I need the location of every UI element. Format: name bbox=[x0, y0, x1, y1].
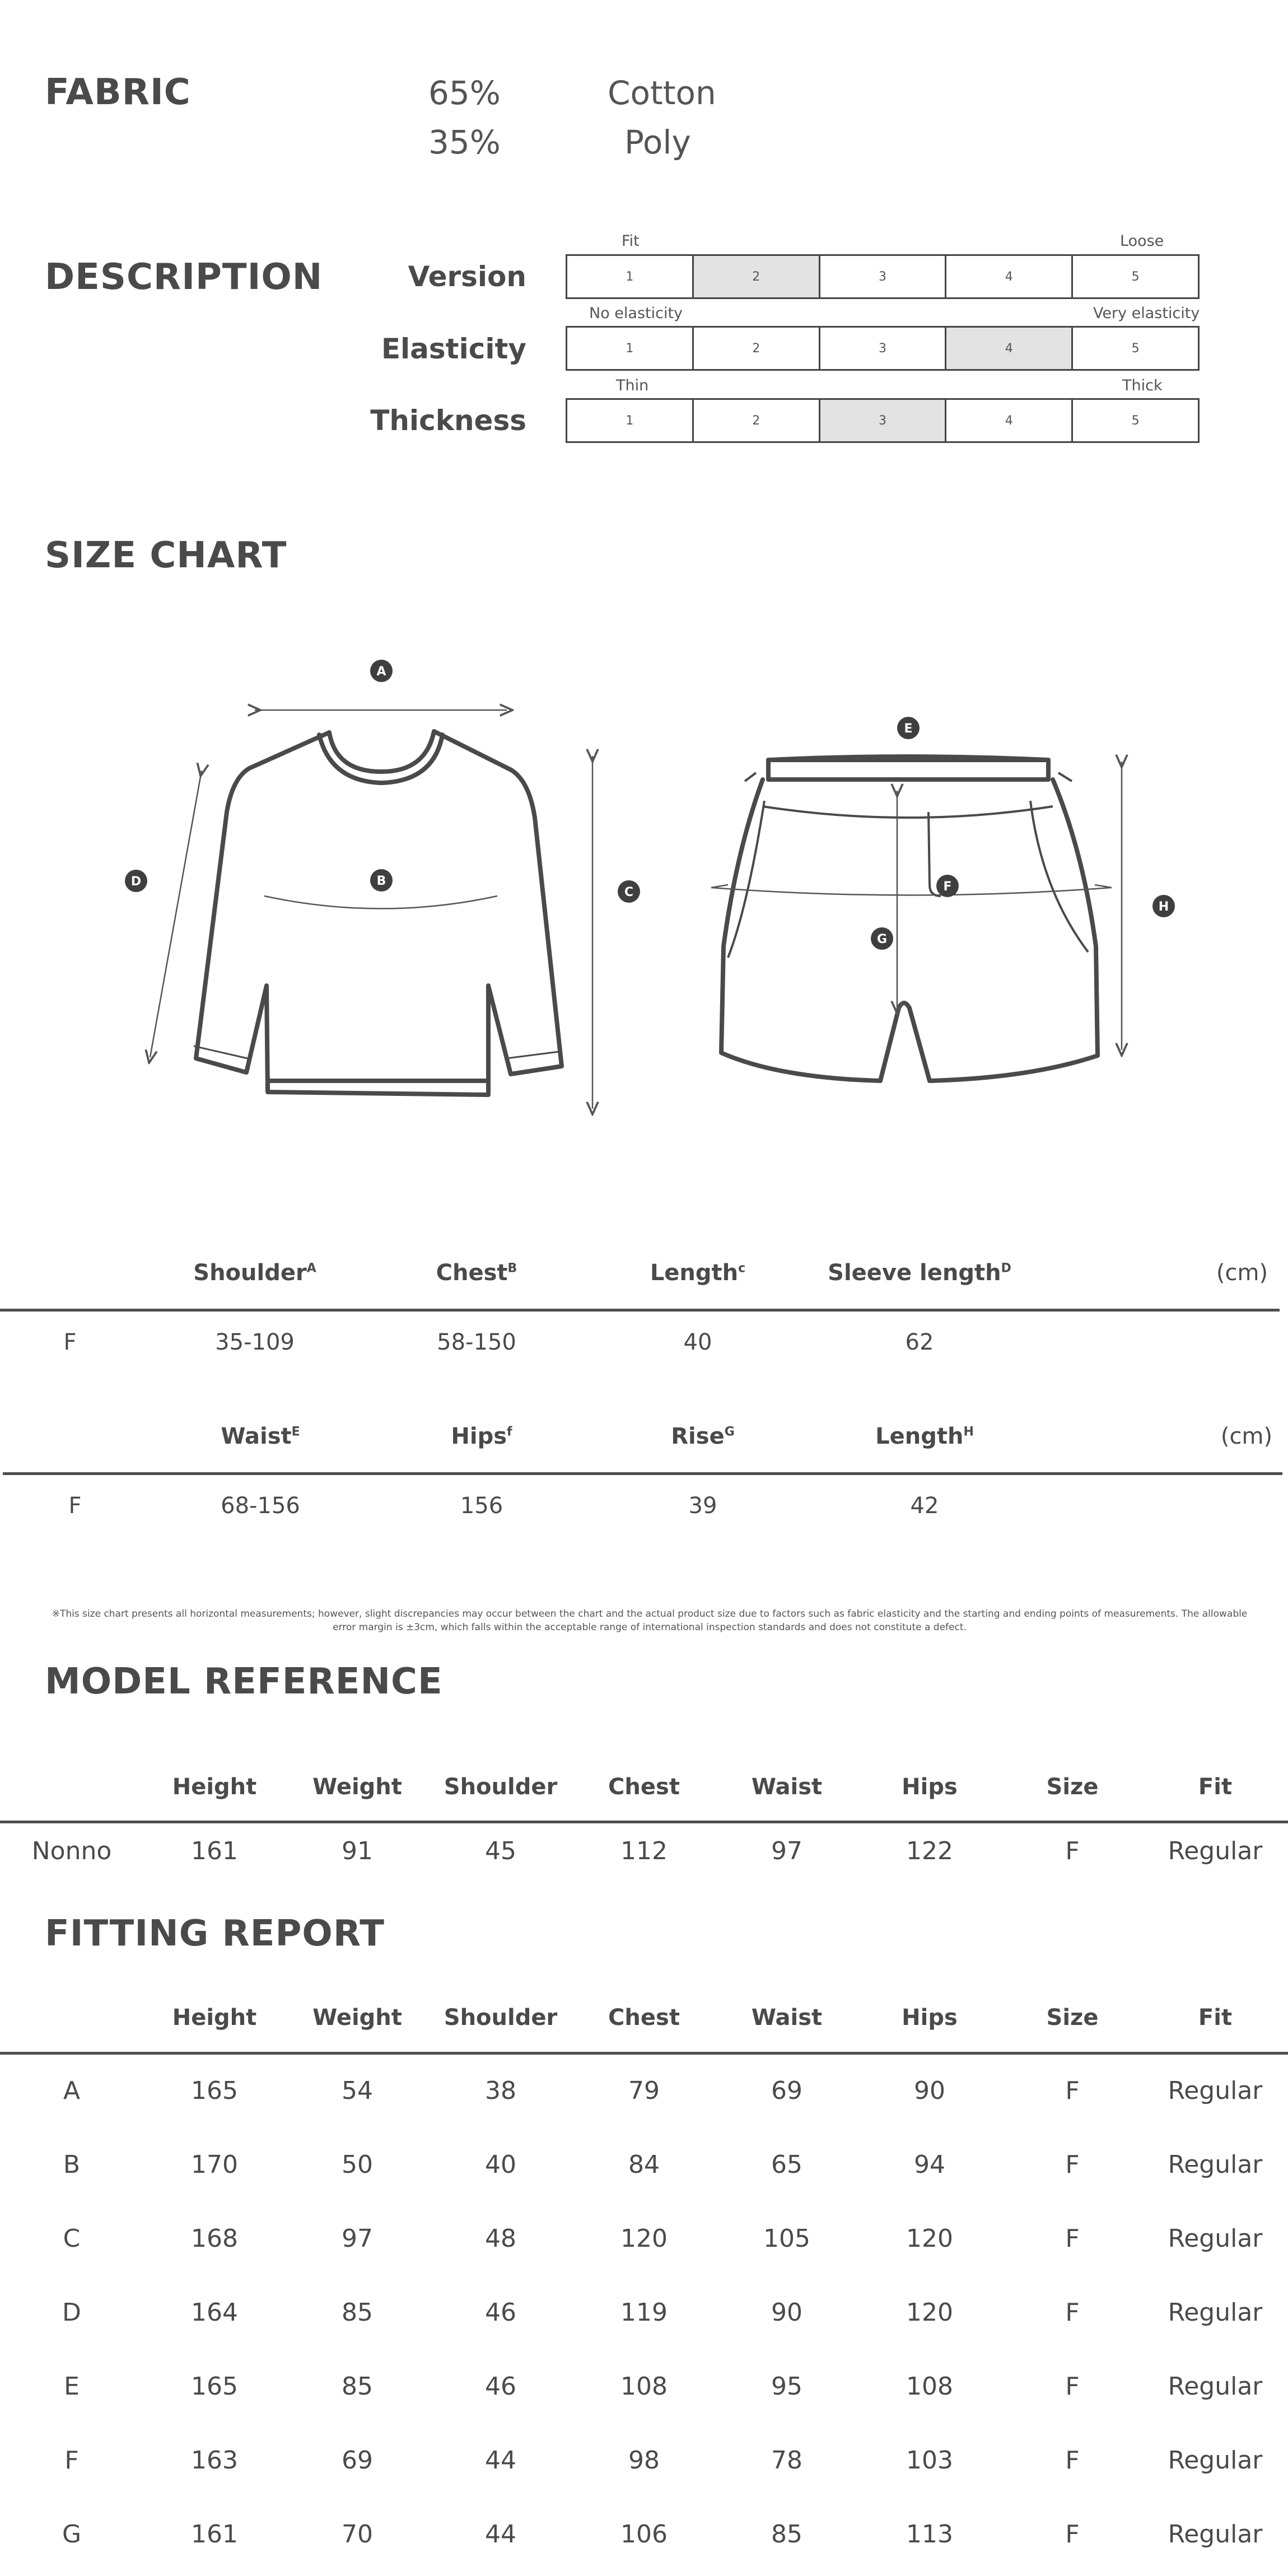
row-name: F bbox=[64, 2446, 79, 2475]
table-cell: Regular bbox=[1168, 2298, 1263, 2327]
table-cell: 44 bbox=[485, 2446, 516, 2475]
version-option-4: 4 bbox=[945, 256, 1071, 297]
table-cell: F bbox=[1065, 1837, 1080, 1865]
table-cell: 113 bbox=[906, 2520, 953, 2549]
table-cell: 120 bbox=[906, 2224, 953, 2253]
version-option-1: 1 bbox=[626, 269, 634, 284]
svg-text:H: H bbox=[1158, 900, 1169, 914]
header-waist: Waist$^E$ bbox=[221, 1424, 300, 1449]
value-length: 40 bbox=[683, 1329, 712, 1355]
column-header-size: Size bbox=[1046, 2005, 1099, 2031]
table-cell: 165 bbox=[191, 2372, 238, 2401]
fabric-material-1: Cotton bbox=[608, 74, 716, 112]
value-chest: 58-150 bbox=[437, 1329, 516, 1355]
table-cell: 165 bbox=[191, 2076, 238, 2105]
badge-f bbox=[936, 875, 959, 897]
fabric-percent-2: 35% bbox=[428, 123, 501, 161]
elasticity-option-4: 4 bbox=[945, 328, 1071, 369]
model-reference-title: MODEL REFERENCE bbox=[45, 1661, 443, 1702]
thickness-option-1: 1 bbox=[626, 413, 634, 428]
table-cell: 50 bbox=[342, 2150, 373, 2179]
table-cell: F bbox=[1065, 2372, 1080, 2401]
table-cell: 108 bbox=[906, 2372, 953, 2401]
value-hips: 156 bbox=[460, 1493, 503, 1519]
table-cell: 164 bbox=[191, 2298, 238, 2327]
header-chest: Chest$^B$ bbox=[436, 1260, 517, 1286]
table-cell: 168 bbox=[191, 2224, 238, 2253]
thickness-option-3: 3 bbox=[819, 400, 945, 441]
table-cell: 94 bbox=[914, 2150, 945, 2179]
table-cell: F bbox=[1065, 2520, 1080, 2549]
header-shoulder: Shoulder$^A$ bbox=[193, 1260, 316, 1286]
svg-text:C: C bbox=[624, 885, 634, 899]
table-cell: F bbox=[1065, 2150, 1080, 2179]
size-chart-title: SIZE CHART bbox=[45, 535, 287, 576]
table-cell: 122 bbox=[906, 1837, 953, 1865]
badge-e bbox=[897, 717, 920, 739]
table-cell: 46 bbox=[485, 2372, 516, 2401]
version-left-caption: Fit bbox=[622, 232, 640, 250]
row-name: E bbox=[64, 2372, 80, 2401]
badge-b bbox=[370, 869, 393, 892]
size-chart-note: ※This size chart presents all horizontal measurements; however, slight discrepancies may occur between the chart and the actual product size due to factors such as fabric elasticity and the starting and ending points of measurements. The allowable error margin is ±3cm, which falls within the acceptable range of international inspection standards and does not constitute a defect. bbox=[52, 1608, 1248, 1633]
description-title: DESCRIPTION bbox=[45, 256, 323, 298]
table-cell: F bbox=[1065, 2076, 1080, 2105]
row-name: D bbox=[62, 2298, 81, 2327]
badge-d bbox=[125, 870, 147, 892]
version-option-2: 2 bbox=[692, 256, 819, 297]
thickness-option-2: 2 bbox=[692, 400, 819, 441]
table-cell: 46 bbox=[485, 2298, 516, 2327]
elasticity-option-3: 3 bbox=[819, 328, 945, 369]
thickness-option-5: 5 bbox=[1071, 400, 1198, 441]
value-rise: 39 bbox=[688, 1493, 717, 1519]
elasticity-option-5: 5 bbox=[1071, 328, 1198, 369]
table-cell: Regular bbox=[1168, 2150, 1263, 2179]
column-header-weight: Weight bbox=[312, 1774, 402, 1800]
table-cell: 161 bbox=[191, 1837, 238, 1865]
column-header-chest: Chest bbox=[608, 2005, 680, 2031]
column-header-fit: Fit bbox=[1198, 1774, 1233, 1800]
version-label: Version bbox=[408, 260, 526, 293]
top-table-size: F bbox=[63, 1329, 77, 1355]
value-length-h: 42 bbox=[910, 1493, 939, 1519]
table-cell: 54 bbox=[342, 2076, 373, 2105]
table-cell: Regular bbox=[1168, 2372, 1263, 2401]
column-header-height: Height bbox=[172, 2005, 257, 2031]
table-cell: Regular bbox=[1168, 2520, 1263, 2549]
fabric-percent-1: 65% bbox=[428, 74, 501, 112]
row-name: C bbox=[63, 2224, 81, 2253]
table-cell: 84 bbox=[628, 2150, 660, 2179]
fitting-report-title: FITTING REPORT bbox=[45, 1913, 385, 1954]
header-length: Length$^c$ bbox=[650, 1260, 746, 1286]
table-cell: 45 bbox=[485, 1837, 516, 1865]
row-name: B bbox=[63, 2150, 81, 2179]
table-cell: 85 bbox=[342, 2298, 373, 2327]
elasticity-left-caption: No elasticity bbox=[589, 305, 683, 322]
table-cell: 98 bbox=[628, 2446, 660, 2475]
row-name: Nonno bbox=[31, 1837, 112, 1865]
unit-label-2: (cm) bbox=[1220, 1424, 1273, 1449]
bottom-table-divider bbox=[3, 1472, 1282, 1475]
badge-c bbox=[618, 880, 640, 903]
table-cell: 85 bbox=[342, 2372, 373, 2401]
version-option-5: 5 bbox=[1071, 256, 1198, 297]
svg-text:D: D bbox=[130, 875, 142, 889]
header-rise: Rise$^G$ bbox=[671, 1424, 735, 1449]
svg-text:G: G bbox=[876, 932, 888, 946]
table-cell: 112 bbox=[620, 1837, 668, 1865]
table-cell: 103 bbox=[906, 2446, 953, 2475]
svg-text:B: B bbox=[376, 874, 386, 888]
table-cell: 70 bbox=[342, 2520, 373, 2549]
table-cell: Regular bbox=[1168, 1837, 1263, 1865]
table-cell: 69 bbox=[771, 2076, 802, 2105]
table-cell: 91 bbox=[342, 1837, 373, 1865]
value-waist: 68-156 bbox=[221, 1493, 300, 1519]
table-cell: Regular bbox=[1168, 2446, 1263, 2475]
header-sleeve-length: Sleeve length$^D$ bbox=[828, 1260, 1011, 1286]
table-cell: 38 bbox=[485, 2076, 516, 2105]
table-cell: 69 bbox=[342, 2446, 373, 2475]
column-header-weight: Weight bbox=[312, 2005, 402, 2031]
column-header-waist: Waist bbox=[751, 1774, 823, 1800]
value-sleeve-length: 62 bbox=[905, 1329, 934, 1355]
table-cell: 90 bbox=[914, 2076, 945, 2105]
svg-text:A: A bbox=[376, 665, 386, 679]
table-cell: 120 bbox=[906, 2298, 953, 2327]
table-cell: F bbox=[1065, 2224, 1080, 2253]
thickness-label: Thickness bbox=[370, 404, 526, 437]
header-hips: Hips$^f$ bbox=[451, 1424, 512, 1449]
table-cell: 106 bbox=[620, 2520, 668, 2549]
table-cell: F bbox=[1065, 2298, 1080, 2327]
table-cell: Regular bbox=[1168, 2076, 1263, 2105]
column-header-height: Height bbox=[172, 1774, 257, 1800]
shorts-outline bbox=[721, 757, 1098, 1081]
column-header-size: Size bbox=[1046, 1774, 1099, 1800]
table-cell: 108 bbox=[620, 2372, 668, 2401]
row-name: G bbox=[62, 2520, 82, 2549]
table-cell: Regular bbox=[1168, 2224, 1263, 2253]
table-cell: 105 bbox=[763, 2224, 810, 2253]
sweatshirt-outline bbox=[196, 731, 562, 1095]
column-header-waist: Waist bbox=[751, 2005, 823, 2031]
header-length-h: Length$^H$ bbox=[875, 1424, 974, 1449]
row-name: A bbox=[63, 2076, 81, 2105]
table-cell: 48 bbox=[485, 2224, 516, 2253]
elasticity-scale bbox=[566, 326, 1200, 371]
fabric-material-2: Poly bbox=[624, 123, 691, 161]
table-cell: 40 bbox=[485, 2150, 516, 2179]
elasticity-option-1: 1 bbox=[626, 341, 634, 356]
elasticity-label: Elasticity bbox=[381, 333, 526, 365]
svg-text:F: F bbox=[943, 880, 952, 894]
table-cell: 65 bbox=[771, 2150, 802, 2179]
version-scale bbox=[566, 254, 1200, 299]
badge-g bbox=[871, 927, 893, 950]
badge-a bbox=[370, 660, 393, 682]
column-header-hips: Hips bbox=[902, 1774, 958, 1800]
table-divider bbox=[0, 1821, 1288, 1823]
bottom-table-size: F bbox=[68, 1493, 82, 1519]
top-table-divider bbox=[0, 1309, 1280, 1312]
table-cell: 44 bbox=[485, 2520, 516, 2549]
table-divider bbox=[0, 2052, 1288, 2055]
svg-text:E: E bbox=[904, 722, 913, 736]
table-cell: 95 bbox=[771, 2372, 802, 2401]
table-cell: 97 bbox=[771, 1837, 802, 1865]
table-cell: 120 bbox=[620, 2224, 668, 2253]
column-header-chest: Chest bbox=[608, 1774, 680, 1800]
table-cell: 78 bbox=[771, 2446, 802, 2475]
table-cell: F bbox=[1065, 2446, 1080, 2475]
elasticity-option-2: 2 bbox=[692, 328, 819, 369]
unit-label: (cm) bbox=[1216, 1260, 1268, 1286]
table-cell: 85 bbox=[771, 2520, 802, 2549]
thickness-option-4: 4 bbox=[945, 400, 1071, 441]
column-header-shoulder: Shoulder bbox=[444, 2005, 558, 2031]
version-right-caption: Loose bbox=[1120, 232, 1164, 250]
column-header-fit: Fit bbox=[1198, 2005, 1233, 2031]
table-cell: 79 bbox=[628, 2076, 660, 2105]
column-header-hips: Hips bbox=[902, 2005, 958, 2031]
table-cell: 119 bbox=[620, 2298, 668, 2327]
elasticity-right-caption: Very elasticity bbox=[1093, 305, 1200, 322]
garment-diagram bbox=[0, 616, 1288, 1131]
thickness-left-caption: Thin bbox=[616, 377, 649, 394]
table-cell: 97 bbox=[342, 2224, 373, 2253]
thickness-scale bbox=[566, 398, 1200, 443]
version-option-3: 3 bbox=[819, 256, 945, 297]
fabric-title: FABRIC bbox=[45, 72, 191, 113]
table-cell: 90 bbox=[771, 2298, 802, 2327]
table-cell: 163 bbox=[191, 2446, 238, 2475]
table-cell: 170 bbox=[191, 2150, 238, 2179]
thickness-right-caption: Thick bbox=[1122, 377, 1163, 394]
column-header-shoulder: Shoulder bbox=[444, 1774, 558, 1800]
table-cell: 161 bbox=[191, 2520, 238, 2549]
badge-h bbox=[1152, 895, 1175, 917]
value-shoulder: 35-109 bbox=[215, 1329, 295, 1355]
